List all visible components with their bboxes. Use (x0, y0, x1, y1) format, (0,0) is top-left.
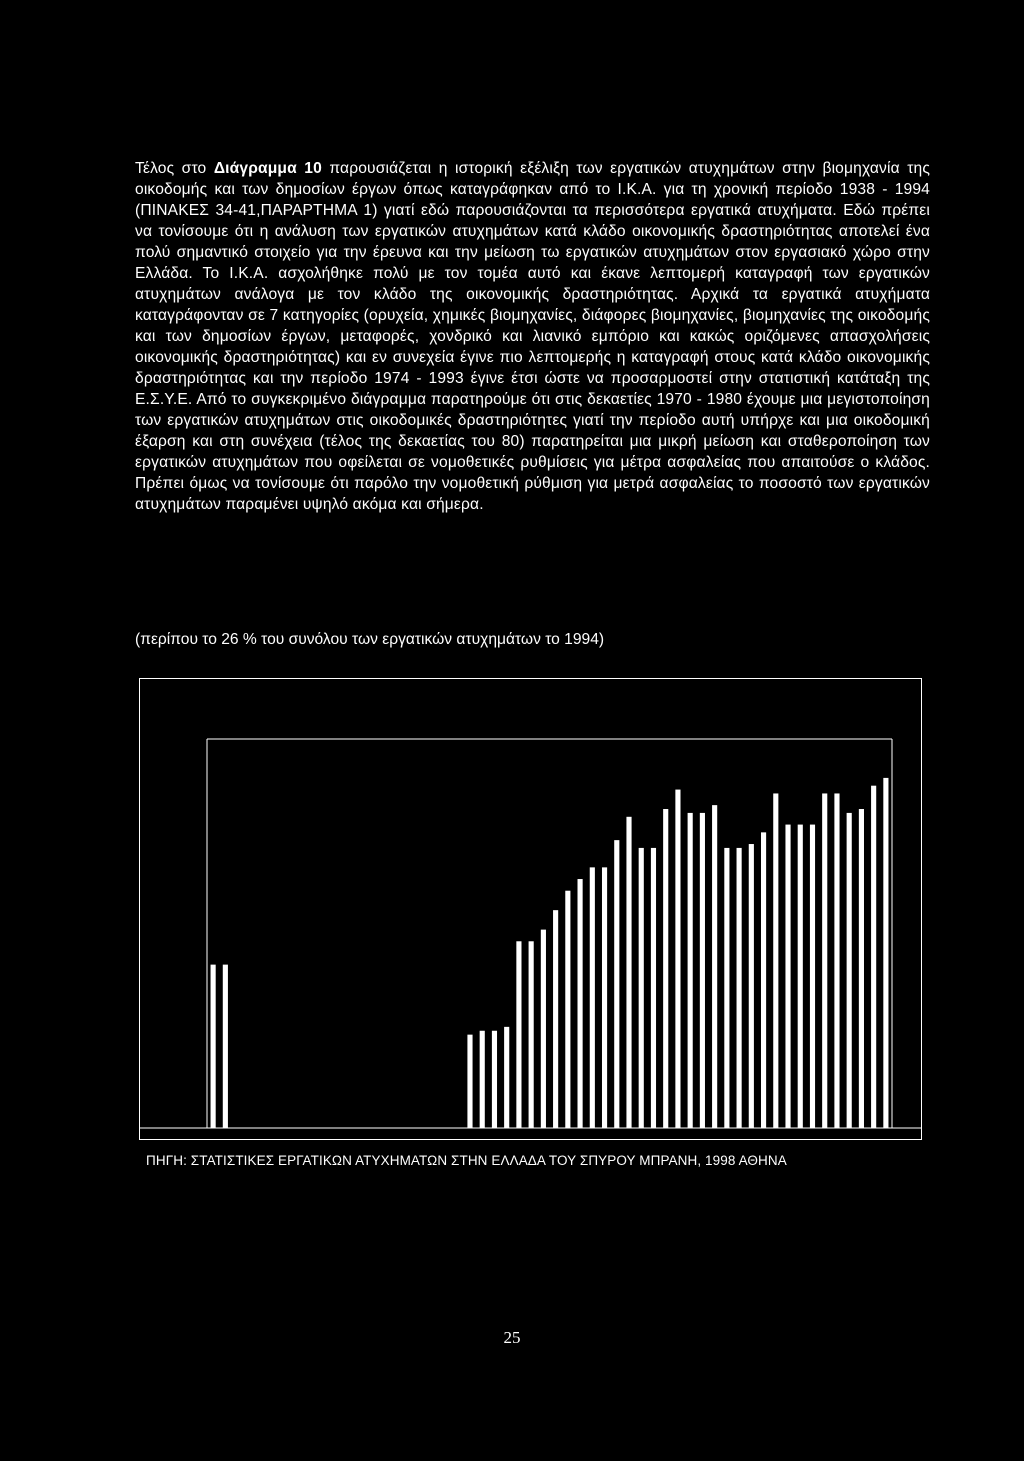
chart-bar (467, 1035, 472, 1128)
paragraph-closing-note: (περίπου το 26 % του συνόλου των εργατικών ατυχημάτων το 1994) (135, 631, 605, 648)
chart-bar (590, 867, 595, 1128)
chart-bar (749, 844, 754, 1128)
chart-bar (223, 965, 228, 1128)
chart-bar (553, 910, 558, 1128)
paragraph-body: παρουσιάζεται η ιστορική εξέλιξη των εργατικών ατυχημάτων στην βιομηχανία της οικοδομής και των δημοσίων έργων όπως καταγράφηκαν από το Ι.Κ.Α. για τη χρονική περίοδο 1938 - 1994 (ΠΙΝΑΚΕΣ 34-41,ΠΑΡΑΡΤΗΜΑ 1) γιατί εδώ παρουσιάζονται τα περισσότερα εργατικά ατυχήματα. Εδώ πρέπει να τονίσουμε ότι η ανάλυση των εργατικών ατυχημάτων κατά κλάδο οικονομικής δραστηριότητας αποτελεί ένα πολύ σημαντικό στοιχείο για την έρευνα και την μείωση τω εργατικών ατυχημάτων στον εργασιακό χώρο στην Ελλάδα. Το Ι.Κ.Α. ασχολήθηκε πολύ με τον τομέα αυτό και έκανε λεπτομερή καταγραφή των εργατικών ατυχημάτων ανάλογα με τον κλάδο της οικονομικής δραστηριότητας. Αρχικά τα εργατικά ατυχήματα καταγράφονταν σε 7 κατηγορίες (ορυχεία, χημικές βιομηχανίες, διάφορες βιομηχανίες, βιομηχανίες της οικοδομής και των δημοσίων έργων, μεταφορές, χονδρικό και λιανικό εμπόριο και κακώς οριζόμενες απασχολήσεις οικονομικής δραστηριότητας) και εν συνεχεία έγινε πιο λεπτομερής η καταγραφή στους κατά κλάδο οικονομικής δραστηριότητας και την περίοδο 1974 - 1993 έγινε έτσι ώστε να προσαρμοστεί στην στατιστική κατάταξη της Ε.Σ.Υ.Ε. Από το συγκεκριμένο διάγραμμα παρατηρούμε ότι στις δεκαετίες 1970 - 1980 έχουμε μια μεγιστοποίηση των εργατικών ατυχημάτων στις οικοδομικές δραστηριότητες γιατί την περίοδο αυτή υπήρχε και μια οικοδομική έξαρση και στη συνέχεια (τέλος της δεκαετίας του 80) παρατηρείται μια μικρή μείωση και σταθεροποίηση των εργατικών ατυχημάτων που οφείλεται σε νομοθετικές ρυθμίσεις για μέτρα ασφαλείας που απαιτούσε ο κλάδος. Πρέπει όμως να τονίσουμε ότι παρόλο την νομοθετική ρύθμιση για μετρά ασφαλείας το ποσοστό των εργατικών ατυχημάτων παραμένει υψηλό ακόμα και σήμερα. (135, 160, 930, 513)
chart-bar (724, 848, 729, 1128)
chart-bar (651, 848, 656, 1128)
chart-bar (712, 805, 717, 1128)
chart-bar (761, 832, 766, 1128)
chart-bar (565, 891, 570, 1128)
chart-bar (516, 941, 521, 1128)
diagram-reference: Διάγραμμα 10 (213, 160, 322, 177)
chart-bar (578, 879, 583, 1128)
chart-bar (504, 1027, 509, 1128)
chart-bar (639, 848, 644, 1128)
chart-bar (871, 786, 876, 1128)
chart-bar (798, 825, 803, 1128)
chart-bar (541, 930, 546, 1128)
chart-bar (675, 790, 680, 1128)
chart-bar (834, 793, 839, 1128)
chart-bar (480, 1031, 485, 1128)
chart-bar (810, 825, 815, 1128)
chart-bar (785, 825, 790, 1128)
bar-chart (140, 679, 921, 1139)
chart-bar (211, 965, 216, 1128)
chart-frame (139, 678, 922, 1140)
chart-bar (847, 813, 852, 1128)
chart-bar (663, 809, 668, 1128)
chart-bar (529, 941, 534, 1128)
chart-bar (602, 867, 607, 1128)
chart-bar (859, 809, 864, 1128)
chart-bar (614, 840, 619, 1128)
chart-bar (492, 1031, 497, 1128)
chart-bar (700, 813, 705, 1128)
chart-bar (822, 793, 827, 1128)
chart-bar (883, 778, 888, 1128)
chart-bar (737, 848, 742, 1128)
chart-bar (773, 793, 778, 1128)
page-number: 25 (503, 1328, 521, 1347)
chart-source: ΠΗΓΗ: ΣΤΑΤΙΣΤΙΚΕΣ ΕΡΓΑΤΙΚΩΝ ΑΤΥΧΗΜΑΤΩΝ ΣΤΗΝ ΕΛΛΑΔΑ ΤΟΥ ΣΠΥΡΟΥ ΜΠΡΑΝΗ, 1998 ΑΘΗΝΑ (146, 1153, 787, 1168)
chart-bar (626, 817, 631, 1128)
paragraph-intro: Τέλος στο (135, 160, 214, 177)
chart-bar (688, 813, 693, 1128)
body-paragraph (135, 158, 930, 515)
